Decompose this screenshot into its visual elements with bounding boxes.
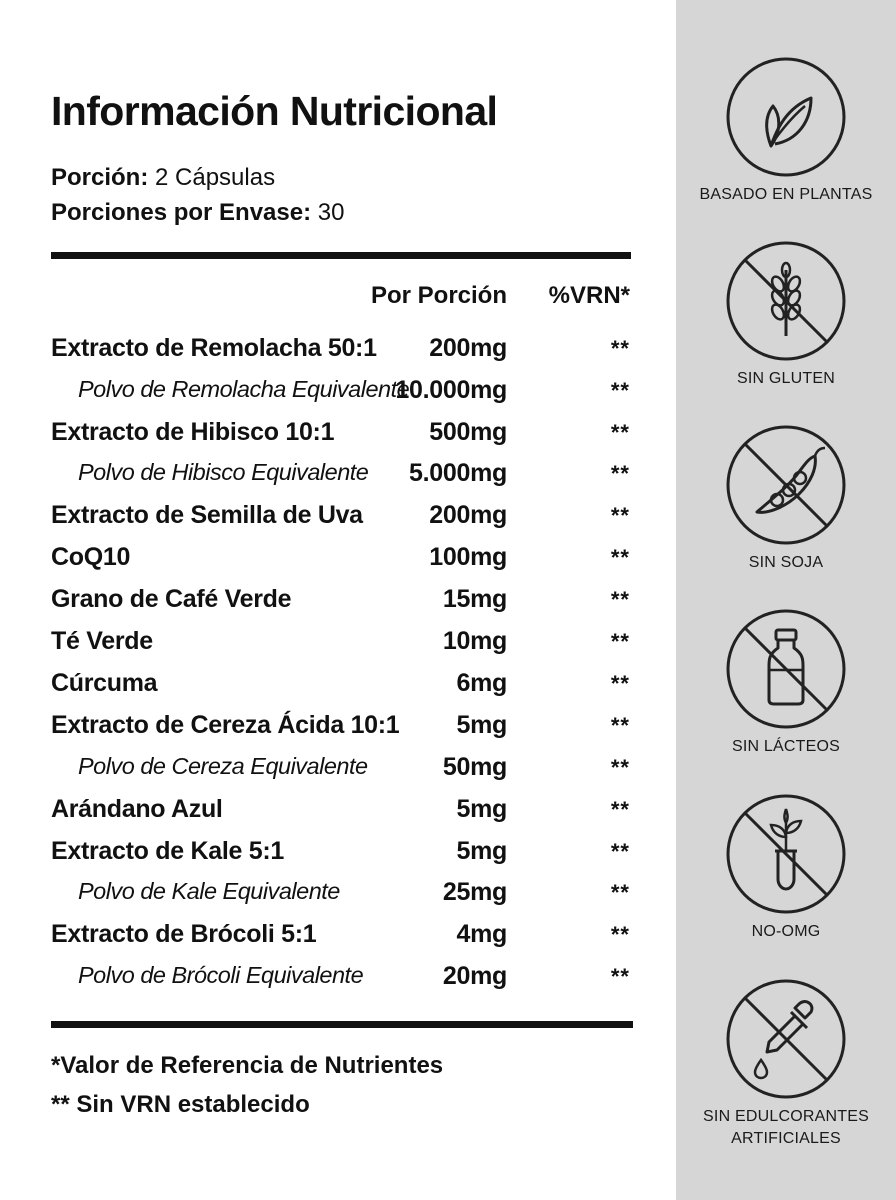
table-row — [0, 795, 676, 835]
ingredient-name: Polvo de Brócoli Equivalente — [78, 962, 364, 988]
ingredient-name: Extracto de Hibisco 10:1 — [51, 418, 335, 446]
ingredient-vrn: ** — [610, 629, 630, 654]
ingredient-name: Extracto de Kale 5:1 — [51, 837, 284, 865]
table-row — [0, 962, 676, 1002]
ingredient-vrn: ** — [610, 378, 630, 403]
serving-size-value: 2 Cápsulas — [148, 164, 276, 191]
ingredient-amount: 20mg — [442, 962, 507, 990]
ingredient-amount: 10.000mg — [395, 376, 507, 404]
serving-size — [51, 164, 275, 192]
dropper-icon — [725, 978, 847, 1100]
ingredient-vrn: ** — [610, 797, 630, 822]
ingredient-amount: 5mg — [456, 711, 507, 739]
ingredient-name: Extracto de Brócoli 5:1 — [51, 920, 317, 948]
ingredient-amount: 200mg — [429, 501, 507, 529]
ingredient-amount: 10mg — [442, 627, 507, 655]
ingredient-vrn: ** — [610, 964, 630, 989]
milk-bottle-icon — [725, 608, 847, 730]
serving-size-label: Porción: — [51, 164, 149, 191]
ingredient-name: Extracto de Remolacha 50:1 — [51, 334, 377, 362]
column-header-vrn: %VRN* — [548, 282, 630, 309]
table-row — [0, 459, 676, 499]
column-header-per-portion: Por Porción — [370, 282, 507, 309]
ingredient-name: Polvo de Cereza Equivalente — [78, 753, 368, 779]
ingredient-vrn: ** — [610, 461, 630, 486]
servings-per-container — [51, 199, 344, 227]
badge-label: NO-OMG — [751, 923, 821, 940]
ingredient-amount: 200mg — [429, 334, 507, 362]
ingredient-vrn: ** — [610, 587, 630, 612]
ingredient-name: Extracto de Cereza Ácida 10:1 — [51, 711, 400, 739]
ingredient-vrn: ** — [610, 336, 630, 361]
ingredient-vrn: ** — [610, 839, 630, 864]
ingredient-name: Polvo de Hibisco Equivalente — [78, 459, 369, 485]
ingredient-amount: 5mg — [456, 795, 507, 823]
badge-label: SIN SOJA — [748, 554, 824, 571]
ingredient-amount: 5mg — [456, 837, 507, 865]
badge-label: SIN LÁCTEOS — [731, 738, 840, 755]
table-row — [0, 543, 676, 583]
footnote-vrn: *Valor de Referencia de Nutrientes — [51, 1052, 444, 1079]
ingredient-name: CoQ10 — [51, 543, 131, 571]
ingredient-amount: 25mg — [442, 878, 507, 906]
table-row — [0, 753, 676, 793]
table-row — [0, 376, 676, 416]
test-tube-sprout-icon — [725, 793, 847, 915]
servings-per-container-value: 30 — [311, 199, 345, 226]
ingredient-amount: 4mg — [456, 920, 507, 948]
table-row — [0, 501, 676, 541]
ingredient-name: Polvo de Remolacha Equivalente — [78, 376, 410, 402]
badge-label: BASADO EN PLANTAS — [699, 186, 873, 203]
ingredient-vrn: ** — [610, 671, 630, 696]
table-row — [0, 627, 676, 667]
ingredient-vrn: ** — [610, 922, 630, 947]
table-row — [0, 418, 676, 458]
badge-label-line-1: SIN EDULCORANTES — [703, 1108, 869, 1125]
ingredient-vrn: ** — [610, 755, 630, 780]
ingredient-amount: 6mg — [456, 669, 507, 697]
ingredient-name: Polvo de Kale Equivalente — [78, 878, 340, 904]
soy-pod-icon — [725, 424, 847, 546]
badge-label: SIN GLUTEN — [736, 370, 835, 387]
table-row — [0, 669, 676, 709]
ingredient-vrn: ** — [610, 880, 630, 905]
ingredient-name: Arándano Azul — [51, 795, 223, 823]
wheat-icon — [725, 240, 847, 362]
footnote-no-vrn: ** Sin VRN establecido — [51, 1091, 310, 1118]
table-row — [0, 585, 676, 625]
leaves-icon — [725, 56, 847, 178]
ingredient-name: Grano de Café Verde — [51, 585, 292, 613]
ingredient-amount: 5.000mg — [409, 459, 507, 487]
ingredient-name: Cúrcuma — [51, 669, 158, 697]
ingredient-amount: 500mg — [429, 418, 507, 446]
top-divider — [51, 252, 631, 259]
ingredient-vrn: ** — [610, 713, 630, 738]
ingredient-vrn: ** — [610, 420, 630, 445]
servings-per-container-label: Porciones por Envase: — [51, 199, 312, 226]
table-row — [0, 334, 676, 374]
ingredient-name: Té Verde — [51, 627, 153, 655]
ingredient-vrn: ** — [610, 503, 630, 528]
ingredient-amount: 15mg — [442, 585, 507, 613]
table-row — [0, 920, 676, 960]
ingredient-vrn: ** — [610, 545, 630, 570]
badge-label-line-2: ARTIFICIALES — [731, 1130, 841, 1147]
ingredient-amount: 50mg — [442, 753, 507, 781]
bottom-divider — [51, 1021, 633, 1028]
badge-label — [676, 1106, 896, 1150]
table-row — [0, 878, 676, 918]
page-title: Información Nutricional — [51, 88, 498, 134]
ingredient-amount: 100mg — [429, 543, 507, 571]
table-row — [0, 837, 676, 877]
table-row — [0, 711, 676, 751]
ingredient-name: Extracto de Semilla de Uva — [51, 501, 363, 529]
